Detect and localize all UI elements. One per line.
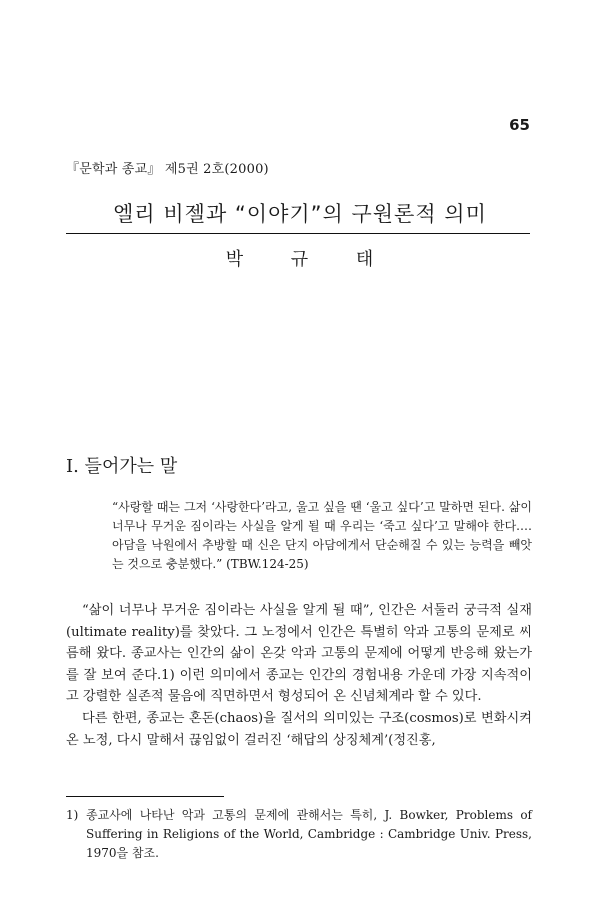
body-paragraph: 다른 한편, 종교는 혼돈(chaos)을 질서의 의미있는 구조(cosmos)로 변화시켜 온 노정, 다시 말해서 끊임없이 걸러진 ‘해답의 상징체계’(정진홍, — [66, 710, 532, 748]
footnote-text: 종교사에 나타난 악과 고통의 문제에 관해서는 특히, J. Bowker, Problems of Suffering in Religions of the World, Cambridge : Cambridge Univ. Press, 1970을 참조. — [86, 808, 532, 860]
footnote-rule — [66, 796, 224, 797]
page-number: 65 — [509, 116, 530, 134]
body-text — [66, 600, 532, 751]
author-name: 박 규 태 — [225, 249, 375, 270]
epigraph-quote: “사랑할 때는 그저 ‘사랑한다’라고, 울고 싶을 땐 ‘울고 싶다’고 말하면 된다. 삶이 너무나 무거운 짐이라는 사실을 알게 될 때 우리는 ‘죽고 싶다’고 말해야 한다.… 아담을 낙원에서 추방할 때 신은 단지 아담에게서 단순해질 수 있는 능력을 빼앗는 것으로 충분했다.” (TBW.124-25) — [112, 500, 532, 571]
footnote — [66, 806, 532, 863]
section-heading: I. 들어가는 말 — [66, 456, 178, 477]
article-title: 엘리 비젤과 “이야기”의 구원론적 의미 — [113, 202, 487, 226]
body-paragraph: “삶이 너무나 무거운 짐이라는 사실을 알게 될 때”, 인간은 서둘러 궁극적 실재(ultimate reality)를 찾았다. 그 노정에서 인간은 특별히 악과 고통의 문제로 씨름해 왔다. 종교사는 인간의 삶이 온갖 악과 고통의 문제에 어떻게 반응해 왔는가를 잘 보여 준다.1) 이런 의미에서 종교는 인간의 경험내용 가운데 가장 지속적이고 강렬한 실존적 물음에 직면하면서 형성되어 온 신념체계라 할 수 있다. — [66, 603, 532, 705]
title-rule — [66, 233, 530, 234]
footnote-number: 1) — [66, 808, 79, 822]
journal-citation: 『문학과 종교』 제5권 2호(2000) — [66, 162, 269, 177]
